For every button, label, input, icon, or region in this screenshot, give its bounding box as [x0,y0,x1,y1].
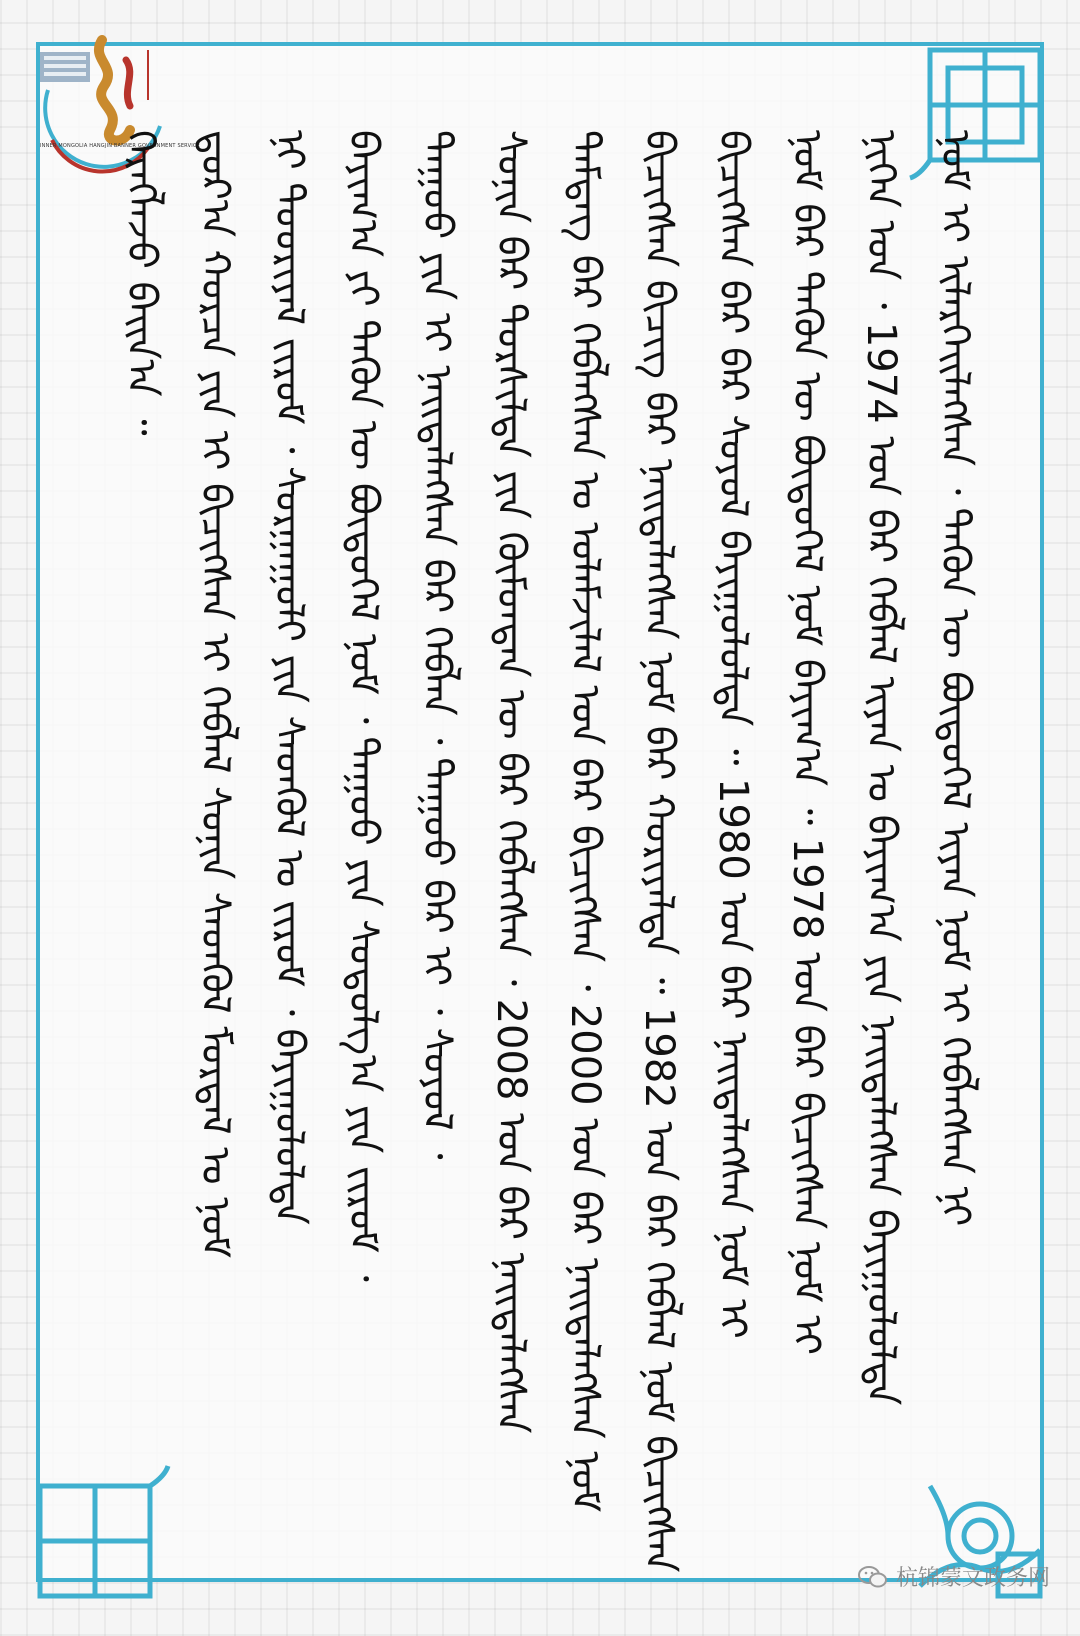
text-column: ᠪᠢᠴᠢᠭᠰᠡᠨ ᠪᠢᠴᠢᠭ᠌ ᠪᠠᠷ ᠨᠡᠢᠲᠡᠯᠡᠭᠰᠡᠨ ᠨᠣᠮ ᠪᠠᠷ ᠬᠤᠷᠢᠶᠠᠯᠲᠠ ᠃ 1982 ᠣᠨ ᠪᠠᠷ ᠬᠡᠪᠯᠡᠯ ᠨᠣᠮ ᠪᠢᠴᠢᠭᠰᠡᠨ [636,130,682,1573]
watermark-text: 杭锦蒙文政务网 [895,1566,1050,1591]
watermark [858,1561,1050,1592]
text-column: ᠨᠢᠭᠡᠨ ᠣᠨ ᠂ 1974 ᠣᠨ ᠪᠠᠷ ᠬᠡᠪᠯᠡᠯ ᠢᠶᠡᠨ ᠤ ᠪᠠᠶᠢᠭ᠎ᠠ ᠶᠢᠨ ᠨᠡᠢᠲᠡᠯᠡᠭᠰᠡᠨ ᠪᠠᠶᠢᠭᠤᠯᠤᠯᠲᠠ [858,130,904,1406]
text-column: ᠪᠠᠶᠢᠭ᠎ᠠ ᠶᠢ ᠲᠡᠭᠦᠨ ᠦ ᠪᠦᠲᠦᠭᠡᠯ ᠨᠣᠮ ᠂ ᠳᠠᠭᠤᠤ ᠶᠢᠨ ᠰᠤᠳᠤᠯᠭ᠎ᠠ ᠶᠢᠨ ᠵᠢᠷᠤᠮ ᠂ [340,130,386,1282]
mongolian-text-body [110,130,978,1580]
text-column: ᠳ᠋ᠤᠷ᠎ᠠ ᠬᠤᠷᠴᠠ ᠶᠢᠨ ᠢ ᠪᠢᠴᠢᠭᠰᠡᠨ ᠢ ᠬᠡᠪᠯᠡᠯ ᠰᠣᠨᠢᠨ ᠰᠡᠳᠬᠦᠯ ᠮᠤᠷᠳᠠᠯ ᠤ ᠨᠤᠮ [192,130,238,1259]
text-column: ᠪᠢᠴᠢᠭᠰᠡᠨ ᠪᠠᠷ ᠪᠠᠷ ᠰᠣᠶᠤᠯ ᠪᠠᠶᠢᠭᠤᠯᠤᠯᠲᠠ ᠃ 1980 ᠣᠨ ᠪᠠᠷ ᠨᠡᠢᠲᠡᠯᠡᠭᠰᠡᠨ ᠨᠣᠮ ᠢ [710,130,756,1339]
text-column: ᠬᠡᠷᠡᠭᠯᠡᠵᠦ ᠪᠠᠢ᠌ᠨ᠎ᠠ ᠃ [118,130,164,436]
text-column: ᠨᠢ ᠳᠤᠤᠷᠢᠶᠠᠯ ᠵᠢᠷᠤᠮ ᠂ ᠰᠤᠷᠭᠠᠭᠤᠯᠢ ᠶᠢᠨ ᠰᠡᠳᠬᠦᠯ ᠤ ᠵᠢᠷᠤᠮ ᠂ ᠪᠠᠶᠢᠭᠤᠯᠤᠯᠲᠠ [266,130,312,1225]
text-column: ᠨᠣᠮ ᠪᠠᠷ ᠲᠡᠭᠦᠨ ᠦ ᠪᠦᠲᠦᠭᠡᠯ ᠨᠣᠮ ᠪᠠᠶᠢᠭ᠎ᠠ ᠃ 1978 ᠣᠨ ᠪᠠᠷ ᠪᠢᠴᠢᠭᠰᠡᠨ ᠨᠣᠮ ᠢ [784,130,830,1356]
wechat-icon [858,1564,888,1590]
text-column: ᠲᠡᠮᠳᠡᠭ ᠪᠠᠷ ᠬᠡᠪᠯᠡᠭᠰᠡᠨ ᠤ ᠤᠯᠠᠮᠵᠢᠯᠠᠯ ᠤᠨ ᠪᠠᠷ ᠪᠢᠴᠢᠭᠰᠡᠨ ᠂ 2000 ᠣᠨ ᠪᠠᠷ ᠨᠡᠢᠲᠡᠯᠡᠭᠰᠡᠨ ᠨᠣᠮ [562,130,608,1513]
logo-caption: INNER MONGOLIA HANGJIN BANNER GOVERNMENT SERVICE [40,143,200,149]
text-column: ᠰᠣᠨᠢᠨ ᠪᠠᠷ ᠲᠤᠷᠰᠢᠯᠲᠠ ᠶᠢᠨ ᠬᠦᠮᠦᠨᠲᠡᠨ ᠦ ᠪᠠᠷ ᠬᠡᠪᠯᠡᠭᠰᠡᠨ ᠂ 2008 ᠣᠨ ᠪᠠᠷ ᠨᠡᠢᠲᠡᠯᠡᠭᠰᠡᠨ [488,130,534,1434]
text-column: ᠨᠣᠮ ᠢ ᠢᠯᠡᠷᠬᠡᠢᠯᠡᠭᠰᠡᠨ ᠂ ᠲᠡᠭᠦᠨ ᠦ ᠪᠦᠲᠦᠭᠡᠯ ᠢᠶᠡᠨ ᠨᠣᠮ ᠢ ᠬᠡᠪᠯᠡᠭᠰᠡᠨ ᠨᠢ [932,130,978,1227]
text-column: ᠳᠠᠭᠤᠤ ᠶᠢᠨ ᠢ ᠨᠡᠢᠲᠡᠯᠡᠭᠰᠡᠨ ᠪᠠᠷ ᠬᠡᠪᠯᠡᠨ ᠂ ᠳᠠᠭᠤᠤ ᠪᠠᠷ ᠢ ᠂ ᠰᠣᠶᠤᠯ ᠂ [414,130,460,1160]
